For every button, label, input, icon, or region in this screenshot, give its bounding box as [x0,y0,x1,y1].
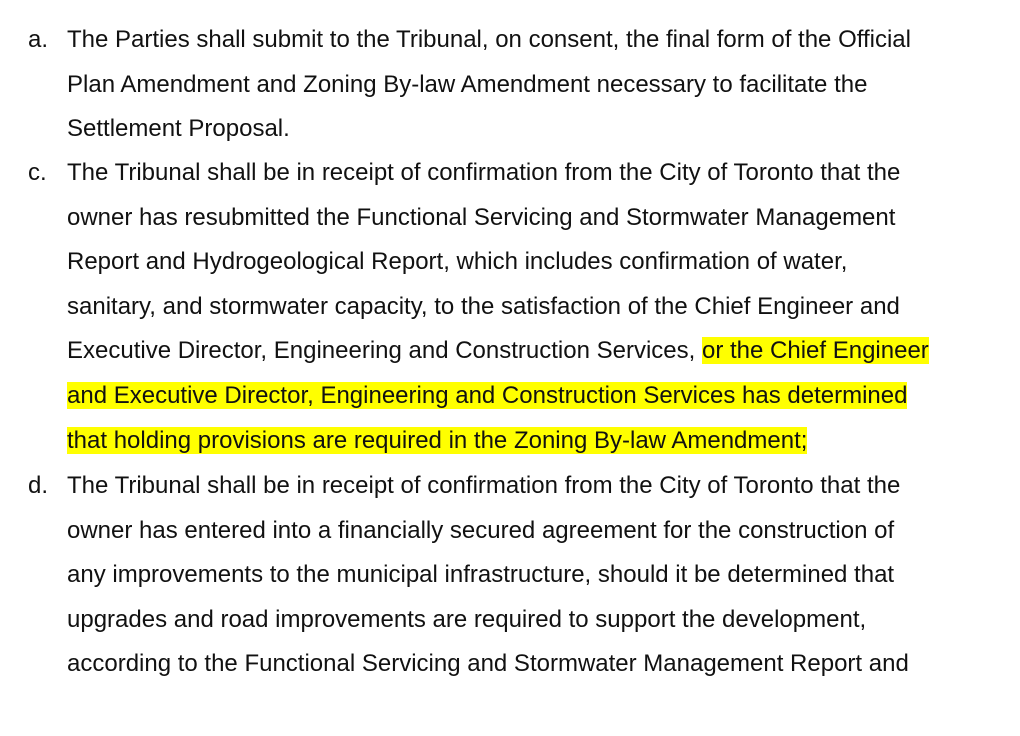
text-line: owner has entered into a financially secured agreement for the construction of [67,516,895,544]
list-marker: c. [28,159,47,186]
list-item-text [67,151,1007,463]
text-line: The Tribunal shall be in receipt of confirmation from the City of Toronto that the [67,159,901,186]
list-marker: d. [28,472,49,499]
text-line: according to the Functional Servicing and Stormwater Management Report and [67,650,909,678]
text-line: Plan Amendment and Zoning By-law Amendment necessary to facilitate the [67,70,868,98]
text-line: sanitary, and stormwater capacity, to the satisfaction of the Chief Engineer and [67,292,900,320]
text-line: Report and Hydrogeological Report, which includes confirmation of water, [67,248,848,276]
text-line: The Parties shall submit to the Tribunal, on consent, the final form of the Official [67,26,911,53]
text-line [67,419,1007,464]
text-line [67,374,1007,419]
highlighted-text: and Executive Director, Engineering and Construction Services has determined [67,381,908,409]
list-item-text [67,18,1007,152]
text-line [67,329,1007,374]
text-line: The Tribunal shall be in receipt of confirmation from the City of Toronto that the [67,472,901,499]
text-line: Settlement Proposal. [67,115,290,143]
text-line: owner has resubmitted the Functional Servicing and Stormwater Management [67,203,896,231]
list-item-text [67,464,1007,687]
highlighted-text: that holding provisions are required in the Zoning By-law Amendment; [67,426,808,454]
highlighted-text: or the Chief Engineer [701,337,929,365]
text-line: upgrades and road improvements are required to support the development, [67,605,867,633]
text-line: any improvements to the municipal infrastructure, should it be determined that [67,561,895,589]
list-marker: a. [28,26,49,53]
plain-text: Executive Director, Engineering and Construction Services, [67,337,702,365]
